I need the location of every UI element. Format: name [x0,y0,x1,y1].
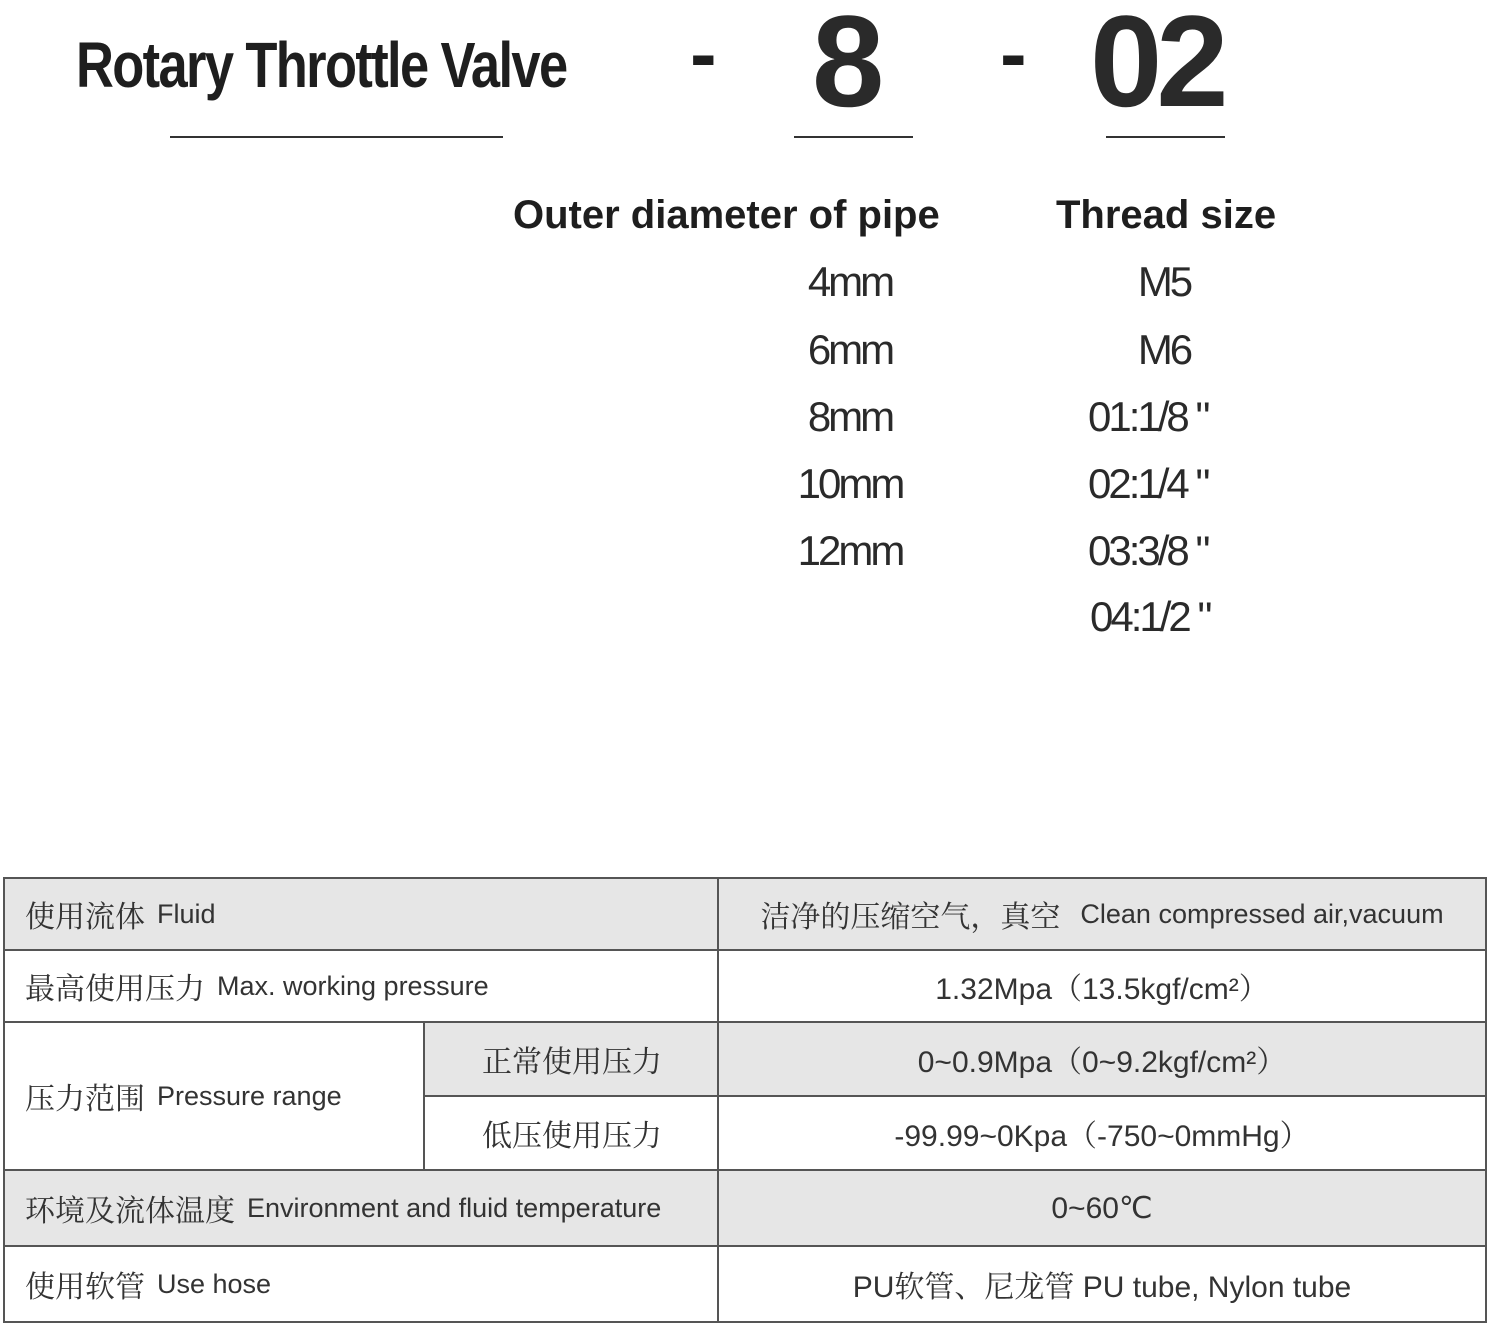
pipe-diameter-header: Outer diameter of pipe [513,193,940,237]
code-separator-2: - [1000,14,1027,74]
table-divider [423,1021,425,1169]
hose-label-cell [5,1247,719,1321]
spec-table [3,877,1487,1323]
normal-pressure-value-cell [719,1023,1485,1095]
low-pressure-value-cell [719,1097,1485,1169]
pipe-value: 4mm [807,258,893,305]
max-pressure-value: 1.32Mpa（13.5kgf/cm²） [935,973,1269,1006]
thread-value: M5 [1137,258,1191,305]
fluid-value-cell [719,879,1485,949]
thread-value: 03:3/8 " [1088,527,1208,574]
temperature-label-cn: 环境及流体温度 [25,1195,235,1228]
pipe-value: 10mm [797,460,903,507]
normal-pressure-value: 0~0.9Mpa（0~9.2kgf/cm²） [917,1046,1287,1079]
product-title: Rotary Throttle Valve [76,29,567,101]
thread-size-header: Thread size [1056,193,1277,237]
hose-label-cn: 使用软管 [25,1271,145,1304]
fluid-label-cell [5,879,719,949]
fluid-value-en: Clean compressed air,vacuum [1080,898,1444,929]
pressure-range-label-cell [5,1023,423,1169]
thread-value: 04:1/2 " [1090,593,1210,640]
thread-value: 01:1/8 " [1088,393,1208,440]
temperature-value: 0~60℃ [1051,1191,1153,1225]
normal-pressure-label-cell [425,1023,719,1095]
hose-label-en: Use hose [157,1268,272,1299]
code-separator-1: - [690,14,717,74]
fluid-label-en: Fluid [157,898,216,929]
low-pressure-value: -99.99~0Kpa（-750~0mmHg） [894,1120,1310,1153]
pipe-value: 6mm [807,326,893,373]
thread-value: M6 [1137,326,1191,373]
table-divider [5,949,1485,951]
thread-value: 02:1/4 " [1088,460,1208,507]
pipe-code: 8 [812,0,879,134]
normal-pressure-label: 正常使用压力 [482,1046,662,1079]
table-divider [423,1095,1485,1097]
temperature-label-en: Environment and fluid temperature [247,1192,662,1223]
pipe-code-underline [794,136,913,138]
hose-value-cell [719,1247,1485,1321]
thread-code-underline [1106,136,1225,138]
pipe-value: 12mm [797,527,903,574]
table-divider [5,1245,1485,1247]
pipe-value: 8mm [807,393,893,440]
max-pressure-value-cell [719,951,1485,1021]
table-divider [5,1021,1485,1023]
temperature-value-cell [719,1171,1485,1245]
max-pressure-label-en: Max. working pressure [217,970,489,1001]
fluid-value-cn: 洁净的压缩空气，真空 [760,901,1061,934]
fluid-label-cn: 使用流体 [25,901,145,934]
pressure-range-label-cn: 压力范围 [25,1083,145,1116]
thread-code: 02 [1090,0,1223,134]
low-pressure-label: 低压使用压力 [482,1120,662,1153]
temperature-label-cell [5,1171,719,1245]
max-pressure-label-cn: 最高使用压力 [25,973,205,1006]
hose-value: PU软管、尼龙管 PU tube, Nylon tube [852,1271,1352,1304]
pressure-range-label-en: Pressure range [157,1080,342,1111]
max-pressure-label-cell [5,951,719,1021]
table-divider [717,879,719,1321]
low-pressure-label-cell [425,1097,719,1169]
title-underline [170,136,503,138]
table-divider [5,1169,1485,1171]
